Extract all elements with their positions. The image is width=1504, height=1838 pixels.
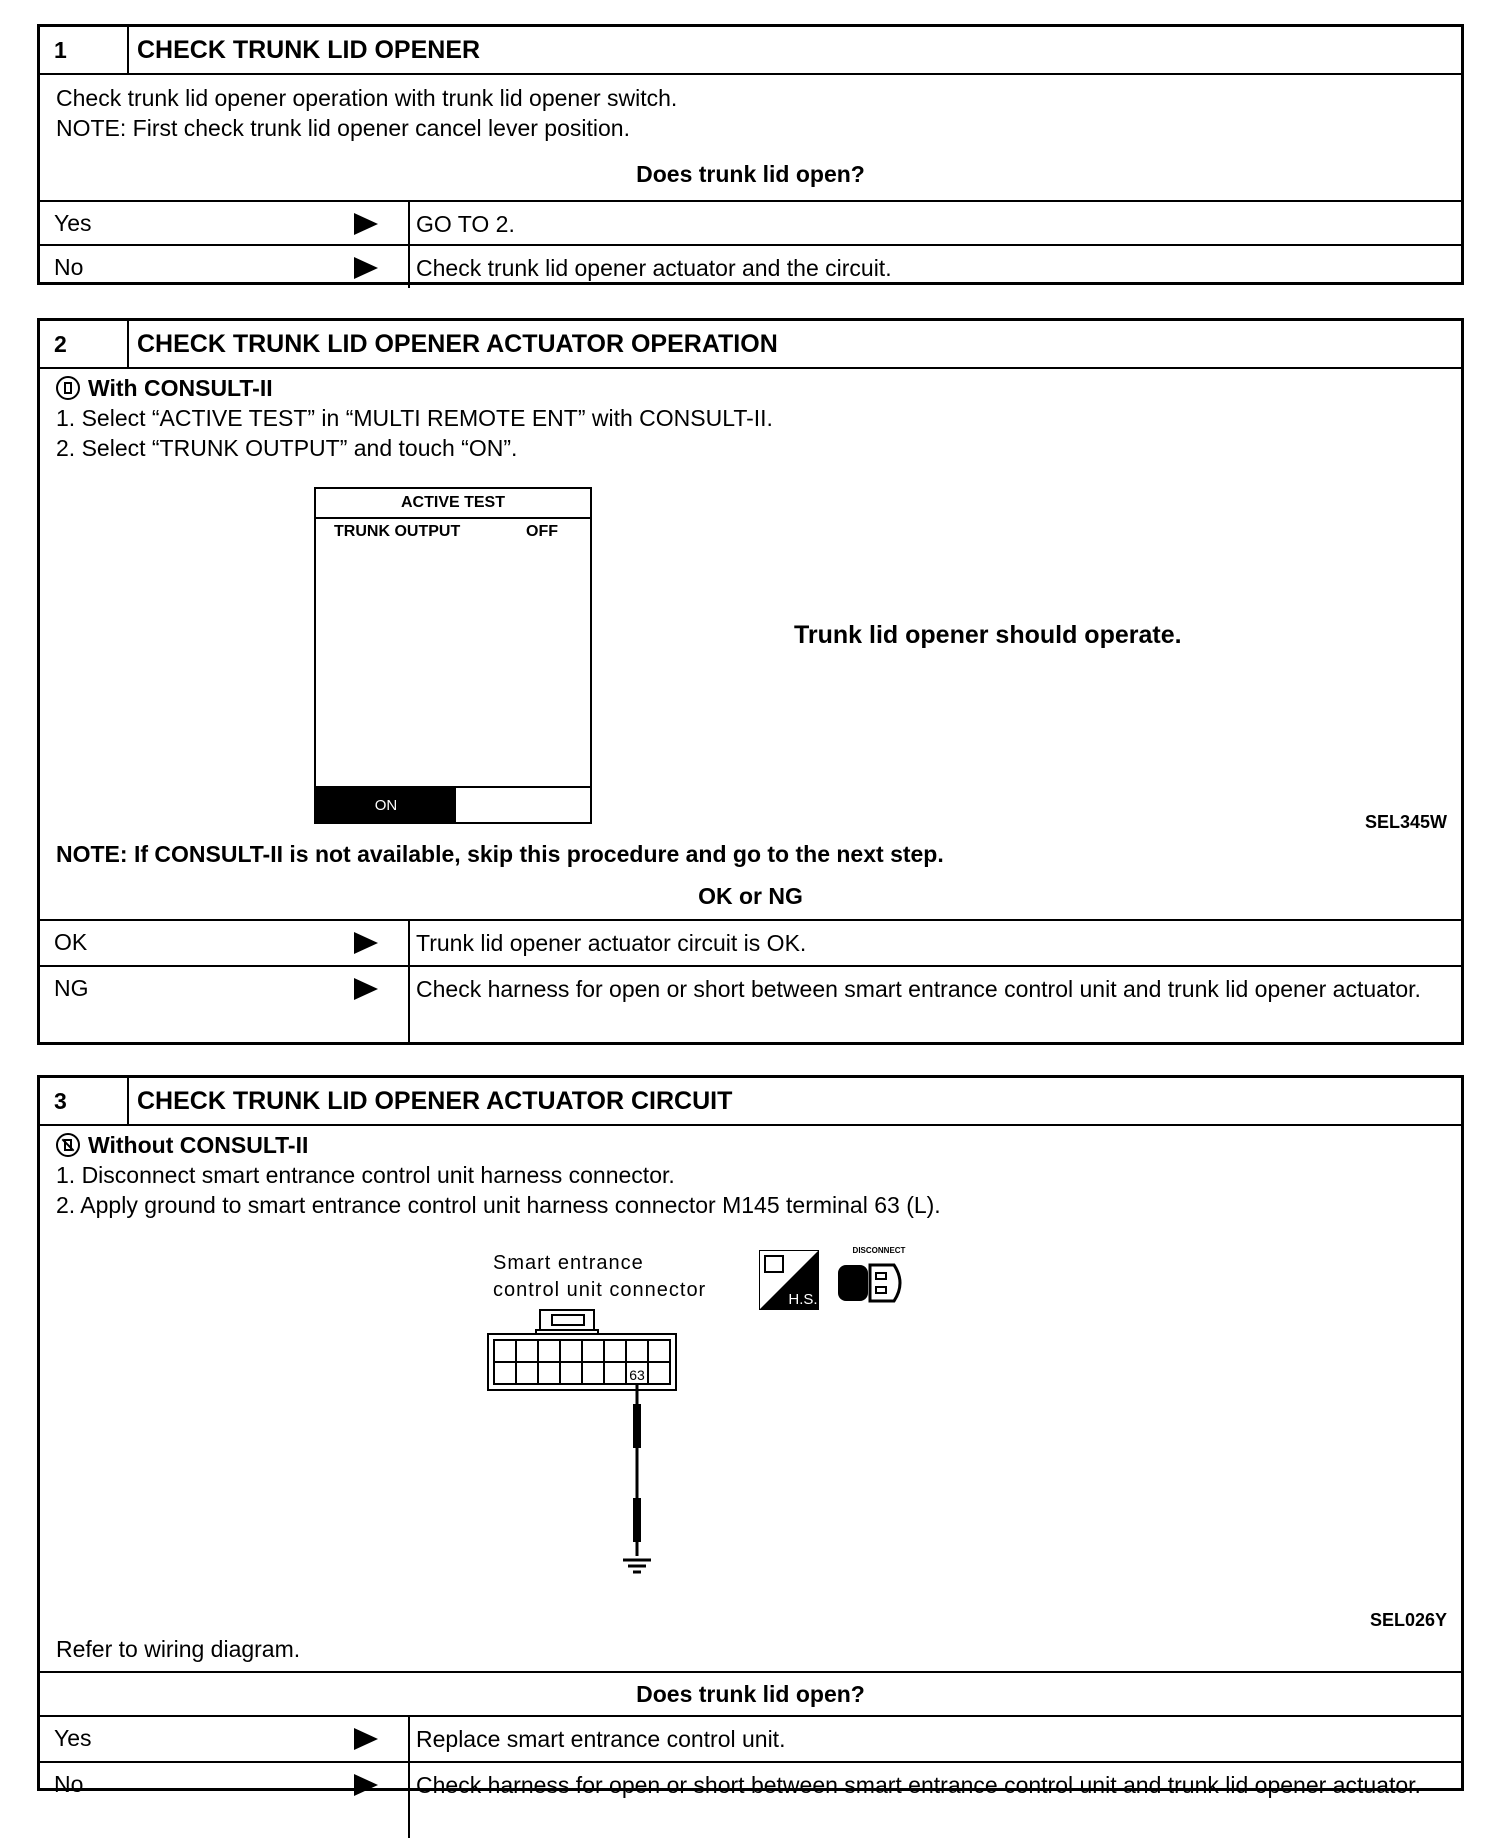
screen-title: ACTIVE TEST: [316, 489, 590, 519]
note-line: NOTE: First check trunk lid opener cancel lever position.: [56, 115, 630, 141]
active-test-screen: [314, 487, 592, 824]
disconnect-text: DISCONNECT: [852, 1246, 906, 1255]
instruction-line: 2. Select “TRUNK OUTPUT” and touch “ON”.: [56, 435, 518, 461]
result-action: GO TO 2.: [416, 211, 515, 237]
result-label: Yes: [54, 1725, 92, 1751]
result-row: [40, 965, 1461, 1044]
connector-label-line: Smart entrance: [493, 1252, 644, 1274]
consult-mode-label: Without CONSULT-II: [88, 1132, 309, 1158]
step-body: [40, 369, 1461, 921]
result-row: [40, 244, 1461, 288]
result-label: No: [54, 1771, 84, 1797]
instruction-line: Check trunk lid opener operation with trunk lid opener switch.: [56, 85, 678, 111]
disconnect-icon: [834, 1246, 924, 1312]
step-number: 3: [40, 1078, 129, 1124]
arrow-icon: [348, 967, 410, 1044]
step-header: [40, 1078, 1461, 1126]
step-1: [37, 24, 1464, 285]
question-row: [40, 1673, 1461, 1715]
question: Does trunk lid open?: [636, 161, 865, 187]
result-action: Check harness for open or short between smart entrance control unit and trunk lid opener actuator.: [416, 1772, 1421, 1798]
callout-text: Trunk lid opener should operate.: [794, 621, 1182, 649]
result-row: [40, 1761, 1461, 1838]
step-number: 1: [40, 27, 129, 73]
step-title: CHECK TRUNK LID OPENER ACTUATOR CIRCUIT: [137, 1086, 733, 1115]
arrow-icon: [348, 246, 410, 288]
step-3: [37, 1075, 1464, 1798]
result-label: OK: [54, 929, 88, 955]
screen-item: [334, 523, 558, 541]
question: OK or NG: [698, 883, 803, 909]
consult-mode: [56, 1132, 308, 1159]
arrow-icon: [348, 1717, 410, 1761]
instruction-line: 1. Select “ACTIVE TEST” in “MULTI REMOTE ENT” with CONSULT-II.: [56, 405, 773, 431]
step-header: [40, 321, 1461, 369]
step-body: [40, 75, 1461, 202]
step-body: [40, 1126, 1461, 1673]
terminal-number: 63: [629, 1367, 645, 1383]
result-action: Trunk lid opener actuator circuit is OK.: [416, 930, 807, 956]
step-title: CHECK TRUNK LID OPENER: [137, 35, 481, 64]
arrow-icon: [348, 202, 410, 244]
figure-reference: SEL345W: [1364, 812, 1447, 832]
connector-label: [493, 1250, 706, 1304]
step-title: CHECK TRUNK LID OPENER ACTUATOR OPERATION: [137, 329, 778, 358]
on-button[interactable]: ON: [316, 788, 456, 822]
result-label: No: [54, 254, 84, 280]
result-action: Check trunk lid opener actuator and the circuit.: [416, 255, 892, 281]
consult-mode-label: With CONSULT-II: [88, 375, 273, 401]
question: Does trunk lid open?: [636, 1681, 865, 1707]
hs-text: H.S.: [788, 1291, 818, 1308]
instruction-line: 2. Apply ground to smart entrance control unit harness connector M145 terminal 63 (L).: [56, 1192, 941, 1218]
screen-button-bar: [316, 786, 590, 822]
step-number: 2: [40, 321, 129, 367]
screen-item-label: TRUNK OUTPUT: [334, 523, 461, 540]
result-table: [40, 921, 1461, 1044]
no-consult-icon: [56, 1133, 80, 1157]
figure-reference: SEL026Y: [1369, 1610, 1447, 1630]
step-2: [37, 318, 1464, 1045]
harness-side-icon: [759, 1250, 819, 1310]
arrow-icon: [348, 921, 410, 965]
connector-diagram: [480, 1306, 740, 1606]
result-table: [40, 202, 1461, 288]
result-table: [40, 1673, 1461, 1838]
result-action: Replace smart entrance control unit.: [416, 1726, 786, 1752]
refer-text: Refer to wiring diagram.: [56, 1636, 301, 1662]
instruction-line: 1. Disconnect smart entrance control unit harness connector.: [56, 1162, 675, 1188]
step-header: [40, 27, 1461, 75]
result-action: Check harness for open or short between smart entrance control unit and trunk lid opener actuator.: [416, 976, 1421, 1002]
consult-icon: [56, 376, 80, 400]
consult-mode: [56, 375, 273, 402]
result-row: [40, 202, 1461, 244]
connector-label-line: control unit connector: [493, 1279, 707, 1301]
note-line: NOTE: If CONSULT-II is not available, skip this procedure and go to the next step.: [56, 841, 944, 867]
result-row: [40, 921, 1461, 965]
result-label: Yes: [54, 210, 92, 236]
result-row: [40, 1715, 1461, 1761]
arrow-icon: [348, 1763, 410, 1838]
result-label: NG: [54, 975, 89, 1001]
screen-item-value: OFF: [526, 523, 558, 540]
